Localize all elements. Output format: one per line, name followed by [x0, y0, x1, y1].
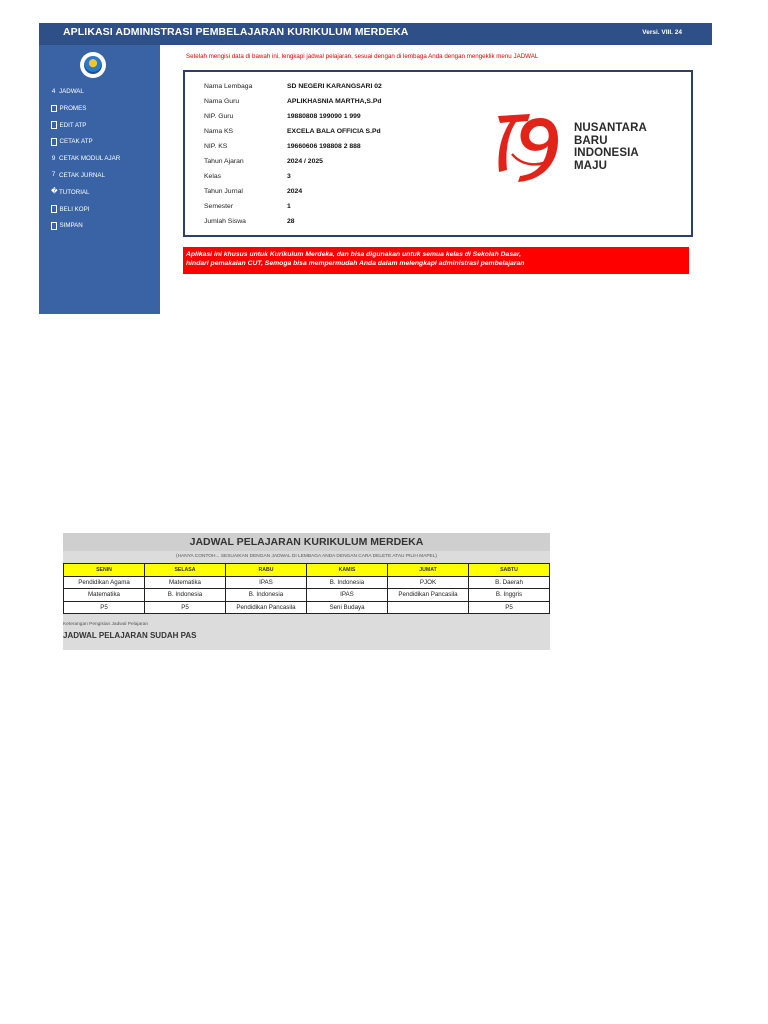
table-row	[64, 576, 550, 589]
info-label: Nama KS	[204, 128, 234, 135]
info-value[interactable]: SD NEGERI KARANGSARI 02	[287, 83, 382, 90]
module-icon: 9	[51, 154, 56, 162]
day-header: RABU	[226, 564, 307, 577]
sidebar-item-cetak-atp[interactable]	[51, 136, 120, 147]
schedule-title: JADWAL PELAJARAN KURIKULUM MERDEKA	[63, 533, 550, 551]
coffee-icon	[51, 205, 57, 213]
save-icon	[51, 222, 57, 230]
info-value[interactable]: EXCELA BALA OFFICIA S.Pd	[287, 128, 381, 135]
schedule-cell[interactable]: Pendidikan Pancasila	[388, 589, 469, 602]
school-info-card	[183, 70, 693, 237]
sidebar-item-label: JADWAL	[59, 88, 84, 95]
sidebar-item-promes[interactable]	[51, 103, 120, 114]
schedule-note-label: Keterangan Pengisian Jadwal Pelajaran	[63, 622, 149, 627]
info-value[interactable]: 19660606 198808 2 888	[287, 143, 361, 150]
info-value[interactable]: 19880808 199090 1 999	[287, 113, 361, 120]
edit-icon	[51, 121, 57, 129]
ministry-logo	[80, 52, 106, 78]
schedule-cell[interactable]: Seni Budaya	[307, 601, 388, 614]
sidebar-item-label: EDIT ATP	[59, 121, 87, 129]
info-label: Kelas	[204, 173, 222, 180]
schedule-cell[interactable]: Pendidikan Agama	[64, 576, 145, 589]
info-value[interactable]: 28	[287, 218, 295, 225]
schedule-cell[interactable]: B. Indonesia	[145, 589, 226, 602]
sidebar	[39, 45, 160, 314]
schedule-cell[interactable]: Pendidikan Pancasila	[226, 601, 307, 614]
schedule-cell[interactable]: Matematika	[145, 576, 226, 589]
brand-text	[574, 122, 647, 172]
schedule-cell[interactable]: Matematika	[64, 589, 145, 602]
schedule-cell[interactable]: PJOK	[388, 576, 469, 589]
table-header-row	[64, 564, 550, 577]
sidebar-item-label: TUTORIAL	[59, 188, 90, 196]
sidebar-item-beli-kopi[interactable]	[51, 204, 120, 215]
schedule-cell[interactable]: IPAS	[307, 589, 388, 602]
notice-line: hindari pemakaian CUT, Semoga bisa mempermudah Anda dalam melengkapi administrasi pembelajaran	[186, 259, 525, 267]
info-label: Nama Guru	[204, 98, 240, 105]
info-value[interactable]: 2024 / 2025	[287, 158, 323, 165]
table-row	[64, 589, 550, 602]
sidebar-item-label: BELI KOPI	[59, 205, 90, 213]
schedule-cell[interactable]: IPAS	[226, 576, 307, 589]
schedule-cell[interactable]: P5	[469, 601, 550, 614]
day-header: SELASA	[145, 564, 226, 577]
info-label: NIP. Guru	[204, 113, 234, 120]
info-value[interactable]: 2024	[287, 188, 303, 195]
schedule-cell[interactable]: B. Inggris	[469, 589, 550, 602]
app-header	[39, 23, 712, 45]
journal-icon: 7	[51, 171, 56, 179]
info-value[interactable]: 3	[287, 173, 291, 180]
schedule-cell[interactable]: P5	[64, 601, 145, 614]
tutorial-icon: �	[51, 188, 58, 196]
info-label: Jumlah Siswa	[204, 218, 246, 225]
app-title: APLIKASI ADMINISTRASI PEMBELAJARAN KURIKULUM MERDEKA	[63, 26, 409, 38]
sidebar-item-label: SIMPAN	[59, 222, 83, 230]
notice-line: Aplikasi ini khusus untuk Kurikulum Merdeka, dan bisa digunakan untuk semua kelas di Sekolah Dasar,	[186, 251, 522, 258]
ri79-emblem-icon	[494, 110, 570, 186]
day-header: SABTU	[469, 564, 550, 577]
sidebar-item-label: CETAK JURNAL	[59, 171, 105, 179]
instruction-text: Setelah mengisi data di bawah ini, lengkapi jadwal pelajaran, sesuai dengan di lembaga Anda dengan mengeklik menu JADWAL	[186, 53, 539, 60]
table-row	[64, 601, 550, 614]
info-value[interactable]: APLIKHASNIA MARTHA,S.Pd	[287, 98, 382, 105]
info-label: Semester	[204, 203, 234, 210]
brand-line: NUSANTARA	[574, 122, 647, 134]
sidebar-item-edit-atp[interactable]	[51, 120, 120, 131]
sidebar-item-label: PROMES	[59, 104, 87, 112]
info-label: Tahun Jurnal	[204, 188, 243, 195]
info-label: Tahun Ajaran	[204, 158, 244, 165]
schedule-cell[interactable]: B. Indonesia	[226, 589, 307, 602]
sidebar-item-tutorial[interactable]	[51, 187, 120, 198]
calendar-icon: 4	[51, 87, 56, 95]
sidebar-nav	[51, 86, 120, 237]
schedule-subtitle: (HANYA CONTOH... SESUAIKAN DENGAN JADWAL DI LEMBAGA ANDA DENGAN CARA DELETE ATAU PILIH MAPEL)	[175, 554, 438, 559]
schedule-note-value: JADWAL PELAJARAN SUDAH PAS	[63, 631, 197, 640]
sidebar-item-jadwal[interactable]	[51, 86, 120, 97]
sidebar-item-cetak-jurnal[interactable]	[51, 170, 120, 181]
day-header: SENIN	[64, 564, 145, 577]
brand-line: INDONESIA	[574, 147, 639, 159]
schedule-panel	[63, 533, 550, 650]
schedule-cell[interactable]: B. Daerah	[469, 576, 550, 589]
info-label: NIP. KS	[204, 143, 228, 150]
brand-line: MAJU	[574, 159, 607, 172]
sidebar-item-cetak-modul-ajar[interactable]	[51, 153, 120, 164]
info-value[interactable]: 1	[287, 203, 291, 210]
info-label: Nama Lembaga	[204, 83, 253, 90]
version-label: Versi. VIII. 24	[642, 29, 682, 36]
notice-banner	[183, 247, 689, 274]
schedule-cell[interactable]: P5	[145, 601, 226, 614]
ri79-logo	[494, 110, 647, 191]
ministry-emblem-icon	[84, 56, 102, 74]
schedule-cell[interactable]	[388, 601, 469, 614]
day-header: KAMIS	[307, 564, 388, 577]
day-header: JUMAT	[388, 564, 469, 577]
brand-line: BARU	[574, 134, 608, 147]
schedule-table	[63, 563, 550, 614]
sidebar-item-simpan[interactable]	[51, 220, 120, 231]
sidebar-item-label: CETAK ATP	[59, 138, 93, 146]
document-icon	[51, 105, 57, 113]
sidebar-item-label: CETAK MODUL AJAR	[59, 155, 121, 163]
print-icon	[51, 138, 57, 146]
schedule-cell[interactable]: B. Indonesia	[307, 576, 388, 589]
